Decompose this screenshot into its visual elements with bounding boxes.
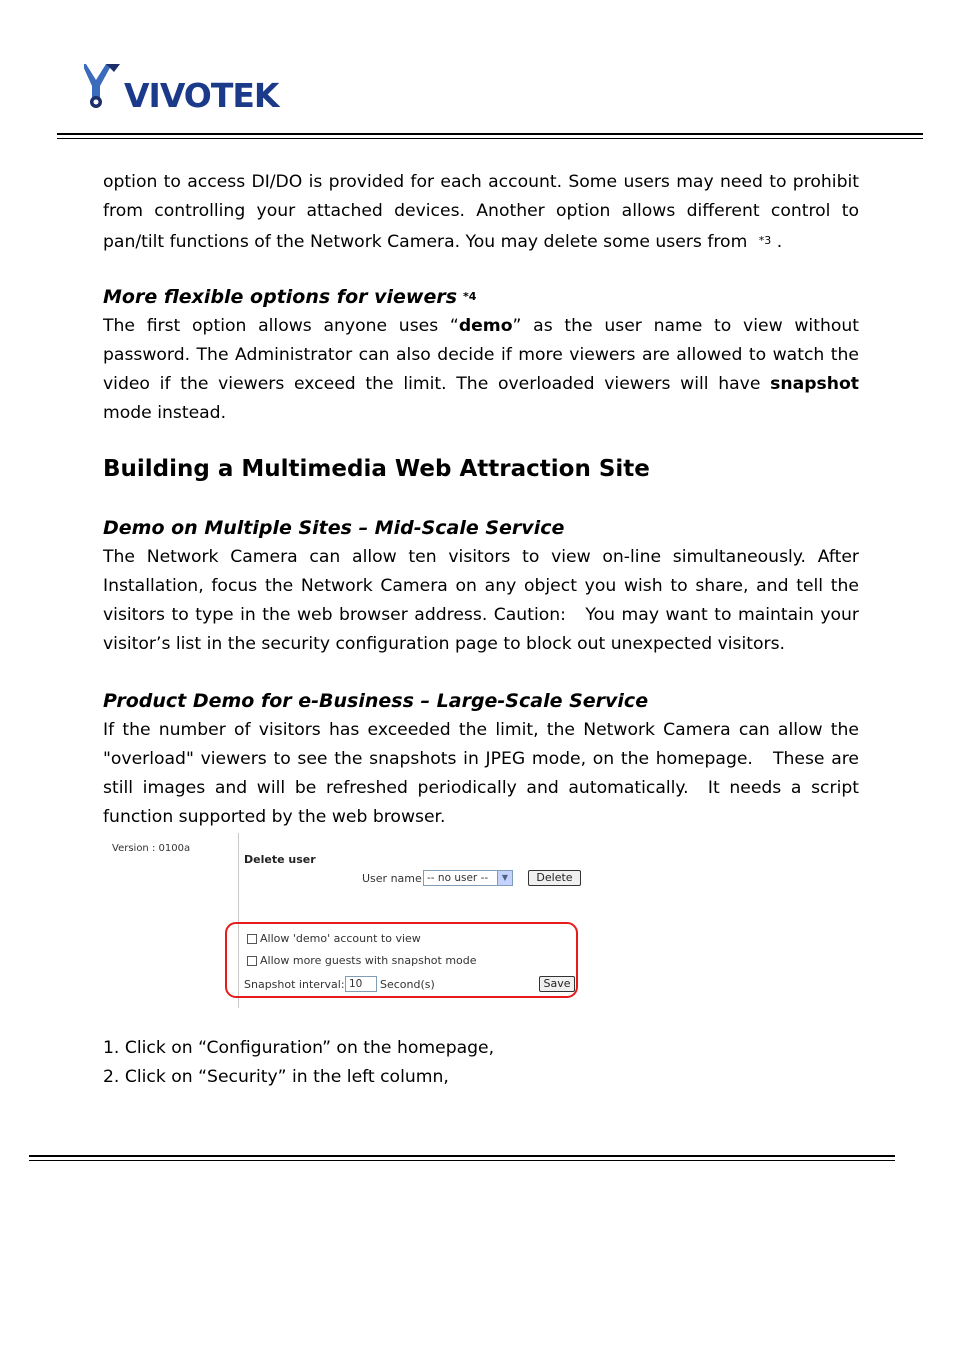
- step-item: 2. Click on “Security” in the left column,: [103, 1067, 449, 1087]
- save-button[interactable]: Save: [539, 976, 575, 992]
- version-label: Version : 0100a: [112, 843, 191, 854]
- allow-guests-checkbox[interactable]: [247, 956, 257, 966]
- chevron-down-icon[interactable]: ▼: [497, 871, 512, 885]
- step-item: 1. Click on “Configuration” on the homepage,: [103, 1038, 495, 1058]
- large-scale-paragraph: If the number of visitors has exceeded the limit, the Network Camera can allow the "overload" viewers to see the snapshots in JPEG mode, on the homepage. These are still images and will be refreshed periodically and automatically. It needs a script function supported by the web browser.: [103, 720, 859, 827]
- viewers-heading: More flexible options for viewers $^{*4}$: [103, 286, 477, 308]
- allow-demo-option[interactable]: [247, 932, 421, 945]
- brand-name: VIVOTEK: [124, 76, 279, 114]
- steps-list: [103, 1034, 494, 1092]
- mid-scale-paragraph: The Network Camera can allow ten visitors to view on-line simultaneously. After Installation, focus the Network Camera on any object you wish to share, and tell the visitors to type in the web browser address. Caution: You may want to maintain your visitor’s list in the security configuration page to block out unexpected visitors.: [103, 547, 859, 654]
- snapshot-interval-label: Snapshot interval:: [244, 978, 345, 991]
- footnote-ref-4: *4: [463, 290, 477, 303]
- snapshot-interval-input[interactable]: 10: [345, 976, 377, 992]
- user-select-value: -- no user --: [427, 872, 489, 884]
- allow-guests-option[interactable]: [247, 954, 477, 967]
- seconds-label: Second(s): [380, 978, 435, 991]
- footer-rule: [29, 1155, 895, 1161]
- large-scale-heading: Product Demo for e-Business – Large-Scale Service: [103, 690, 649, 712]
- header-rule: [57, 133, 923, 139]
- mid-scale-heading: Demo on Multiple Sites – Mid-Scale Service: [103, 517, 565, 539]
- security-settings-screenshot: [103, 833, 593, 1008]
- footnote-ref-3: *3: [758, 234, 772, 247]
- allow-guests-label: Allow more guests with snapshot mode: [260, 954, 477, 967]
- user-name-select[interactable]: [423, 870, 513, 886]
- intro-paragraph: option to access DI/DO is provided for each account. Some users may need to prohibit from controlling your attached devices. Another option allows different control to pan/tilt functions of the Network Camera. You may delete some users from $^{*3}$ .: [103, 172, 859, 252]
- viewers-paragraph: The first option allows anyone uses “demo” as the user name to view without password. The Administrator can also decide if more viewers are allowed to watch the video if the viewers exceed the limit. The overloaded viewers will have snapshot mode instead.: [103, 316, 859, 423]
- allow-demo-label: Allow 'demo' account to view: [260, 932, 421, 945]
- delete-button[interactable]: Delete: [528, 870, 581, 886]
- allow-demo-checkbox[interactable]: [247, 934, 257, 944]
- user-name-label: User name: [362, 872, 422, 885]
- vivotek-logo: [84, 60, 294, 114]
- multimedia-heading: Building a Multimedia Web Attraction Site: [103, 456, 650, 482]
- delete-user-title: Delete user: [244, 853, 316, 866]
